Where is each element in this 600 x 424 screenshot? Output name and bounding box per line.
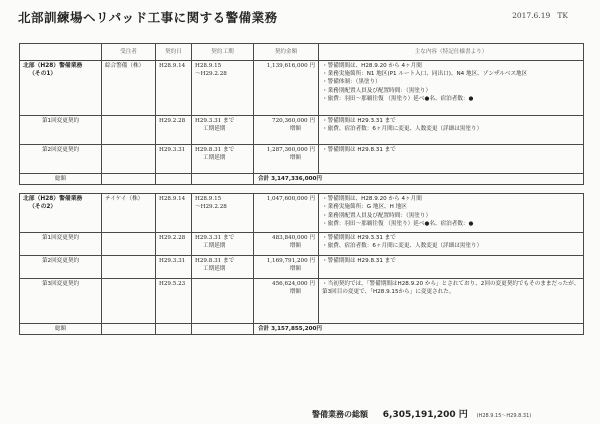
table-row: 第3回変更契約 H29.5.23 456,624,000 円 増額 ・当初契約では、「警備期間はH28.9.20 から」とされており、2回の変更契約でもそのままだったが、第3回目の変更で、「H28.9.15から」に変更された。 bbox=[20, 279, 584, 324]
group1-name: 北部（H28）警備業務 （その1） bbox=[20, 61, 102, 116]
group2-total-value: 合計 3,157,855,200円 bbox=[254, 324, 584, 335]
group2-name: 北部（H28）警備業務 （その2） bbox=[20, 194, 102, 233]
group1-date: H28.9.14 bbox=[156, 61, 192, 116]
contract-table bbox=[19, 43, 584, 335]
table-row: 第2回変更契約 H29.3.31 H29.8.31 まで 工期延期 1,169,791,200 円 増額 ・警備期間は H29.8.31 まで bbox=[20, 256, 584, 279]
group1-amount: 1,139,616,000 円 bbox=[254, 61, 319, 116]
table-header-row bbox=[20, 44, 584, 61]
group2-details: ・警備期間は、H28.9.20 から 4ヶ月間 ・業務実施箇所：G 地区、H 地区 ・業務別配置人員及び配置時間：（黒塗り） ・旅費：羽田〜那覇往復 （黒塗り）延べ●名、宿泊者数：● bbox=[319, 194, 584, 233]
grand-total-period: (H28.9.15〜H29.8.31) bbox=[476, 413, 532, 419]
document-date: 2017.6.19 TK bbox=[512, 11, 568, 20]
group1-total-value: 合計 3,147,336,000円 bbox=[254, 174, 584, 185]
grand-total-amount: 6,305,191,200 円 bbox=[382, 410, 468, 420]
group1-change2-label: 第2回変更契約 bbox=[20, 145, 102, 174]
header-main-content: 主な内容（特記仕様書より） bbox=[319, 44, 584, 61]
header-contractor: 受注者 bbox=[102, 44, 156, 61]
group2-date: H28.9.14 bbox=[156, 194, 192, 233]
table-row: 第1回変更契約 H29.2.28 H29.3.31 まで 工期延期 483,840,000 円 増額 ・警備期間は H29.3.31 まで ・旅費、宿泊者数：6ヶ月間に変更、人数変更（詳細は黒塗り） bbox=[20, 233, 584, 256]
group1-contractor: 綜合警備（株） bbox=[102, 61, 156, 116]
table-gap bbox=[20, 185, 584, 194]
group2-amount: 1,047,600,000 円 bbox=[254, 194, 319, 233]
group1-period: H28.9.15 〜H29.2.28 bbox=[192, 61, 254, 116]
group2-contractor: テイケイ（株） bbox=[102, 194, 156, 233]
group2-change1-label: 第1回変更契約 bbox=[20, 233, 102, 256]
group1-total-label: 総額 bbox=[20, 174, 102, 185]
group2-change3-label: 第3回変更契約 bbox=[20, 279, 102, 324]
header-contract-period: 契約工期 bbox=[192, 44, 254, 61]
table-row bbox=[20, 61, 584, 116]
table-row bbox=[20, 194, 584, 233]
table-row: 第2回変更契約 H29.3.31 H29.8.31 まで 工期延期 1,287,360,000 円 増額 ・警備期間は H29.8.31 まで bbox=[20, 145, 584, 174]
group1-details: ・警備期間は、H28.9.20 から 4ヶ月間 ・業務実施箇所：N1 地区(P1 ルート入口、同出口)、N4 地区、ゾンザルベス地区 ・警備体制：（黒塗り） ・業務別配置人員及び配置時間：（黒塗り） ・旅費：羽田〜那覇往復 （黒塗り）延べ●名、宿泊者数：● bbox=[319, 61, 584, 116]
header-blank bbox=[20, 44, 102, 61]
table-row: 第1回変更契約 H29.2.28 H29.3.31 まで 工期延期 720,360,000 円 増額 ・警備期間は H29.3.31 まで ・旅費、宿泊者数：6ヶ月間に変更、人数変更（詳細は黒塗り） bbox=[20, 116, 584, 145]
group1-total-row bbox=[20, 174, 584, 185]
group2-total-row bbox=[20, 324, 584, 335]
grand-total-summary bbox=[312, 407, 531, 420]
document-title: 北部訓練場ヘリパッド工事に関する警備業務 bbox=[18, 10, 278, 25]
header-contract-amount: 契約金額 bbox=[254, 44, 319, 61]
group2-change2-label: 第2回変更契約 bbox=[20, 256, 102, 279]
group1-change1-label: 第1回変更契約 bbox=[20, 116, 102, 145]
header-contract-date: 契約日 bbox=[156, 44, 192, 61]
grand-total-label: 警備業務の総額 bbox=[312, 410, 368, 419]
group2-total-label: 総額 bbox=[20, 324, 102, 335]
group2-period: H28.9.15 〜H29.2.28 bbox=[192, 194, 254, 233]
